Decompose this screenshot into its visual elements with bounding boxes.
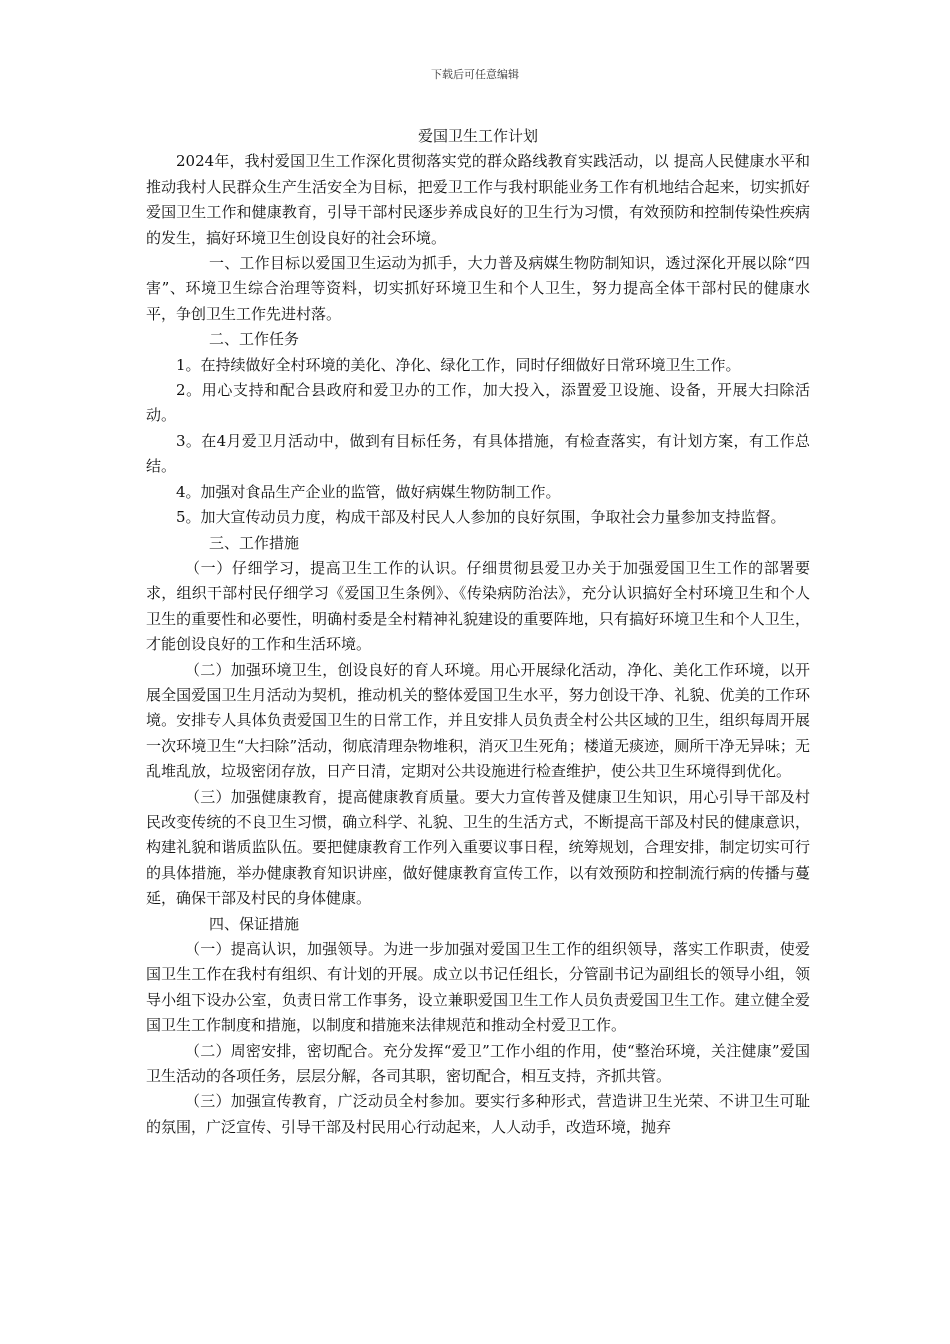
section-3-heading: 三、工作措施 [209,533,300,552]
guarantee-paragraph: （一）提高认识，加强领导。为进一步加强对爱国卫生工作的组织领导，落实工作职责，使爱国卫生工作在我村有组织、有计划的开展。成立以书记任组长，分管副书记为副组长的领导小组，领导小组下设办公室，负责日常工作事务，设立兼职爱国卫生工作人员负责爱国卫生工作。建立健全爱国卫生工作制度和措施，以制度和措施来法律规范和推动全村爱卫工作。 [146,940,810,1035]
measure-paragraph: （三）加强健康教育，提高健康教育质量。要大力宣传普及健康卫生知识，用心引导干部及村民改变传统的不良卫生习惯，确立科学、礼貌、卫生的生活方式，不断提高干部及村民的健康意识，构建礼貌和谐质监队伍。要把健康教育工作列入重要议事日程，统筹规划，合理安排，制定切实可行的具体措施，举办健康教育知识讲座，做好健康教育宣传工作，以有效预防和控制流行病的传播与蔓延，确保干部及村民的身体健康。 [146,787,810,908]
section-1-paragraph: 一、工作目标以爱国卫生运动为抓手，大力普及病媒生物防制知识，透过深化开展以除“四害”、环境卫生综合治理等资料，切实抓好环境卫生和个人卫生，努力提高全体干部村民的健康水平，争创卫生工作先进村落。 [146,254,810,323]
guarantee-paragraph: （三）加强宣传教育，广泛动员全村参加。要实行多种形式，营造讲卫生光荣、不讲卫生可耻的氛围，广泛宣传、引导干部及村民用心行动起来，人人动手，改造环境，抛弃 [146,1092,810,1136]
section-4-heading: 四、保证措施 [209,914,300,933]
guarantee-paragraph: （二）周密安排，密切配合。充分发挥“爱卫”工作小组的作用，使“整治环境，关注健康”爱国卫生活动的各项任务，层层分解，各司其职，密切配合，相互支持，齐抓共管。 [146,1041,810,1086]
document-body [146,124,810,1140]
task-item: 4。加强对食品生产企业的监管，做好病媒生物防制工作。 [176,482,561,501]
header-note: 下载后可任意编辑 [431,68,519,81]
document-title: 爱国卫生工作计划 [417,127,538,145]
task-item: 5。加大宣传动员力度，构成干部及村民人人参加的良好氛围，争取社会力量参加支持监督。 [176,508,786,527]
measure-paragraph: （一）仔细学习，提高卫生工作的认识。仔细贯彻县爱卫办关于加强爱国卫生工作的部署要求，组织干部村民仔细学习《爱国卫生条例》、《传染病防治法》，充分认识搞好全村环境卫生和个人卫生的重要性和必要性，明确村委是全村精神礼貌建设的重要阵地，只有搞好环境卫生和个人卫生，才能创设良好的工作和生活环境。 [146,558,810,654]
measure-paragraph: （二）加强环境卫生，创设良好的育人环境。用心开展绿化活动，净化、美化工作环境，以开展全国爱国卫生月活动为契机，推动机关的整体爱国卫生水平，努力创设干净、礼貌、优美的工作环境。安排专人具体负责爱国卫生的日常工作，并且安排人员负责全村公共区域的卫生，组织每周开展一次环境卫生“大扫除”活动，彻底清理杂物堆积，消灭卫生死角；楼道无痰迹，厕所干净无异味；无乱堆乱放，垃圾密闭存放，日产日清，定期对公共设施进行检查维护，使公共卫生环境得到优化。 [146,660,810,781]
section-2-heading: 二、工作任务 [209,330,300,349]
task-item: 2。用心支持和配合县政府和爱卫办的工作，加大投入，添置爱卫设施、设备，开展大扫除活动。 [146,381,810,425]
intro-paragraph: 2024年，我村爱国卫生工作深化贯彻落实党的群众路线教育实践活动，以 提高人民健康水平和推动我村人民群众生产生活安全为目标，把爱卫工作与我村职能业务工作有机地结合起来，切实抓好爱国卫生工作和健康教育，引导干部村民逐步养成良好的卫生行为习惯，有效预防和控制传染性疾病的发生，搞好环境卫生创设良好的社会环境。 [146,152,810,247]
task-item: 3。在4月爱卫月活动中，做到有目标任务，有具体措施，有检查落实，有计划方案，有工作总结。 [146,431,810,476]
task-item: 1。在持续做好全村环境的美化、净化、绿化工作，同时仔细做好日常环境卫生工作。 [176,355,741,374]
